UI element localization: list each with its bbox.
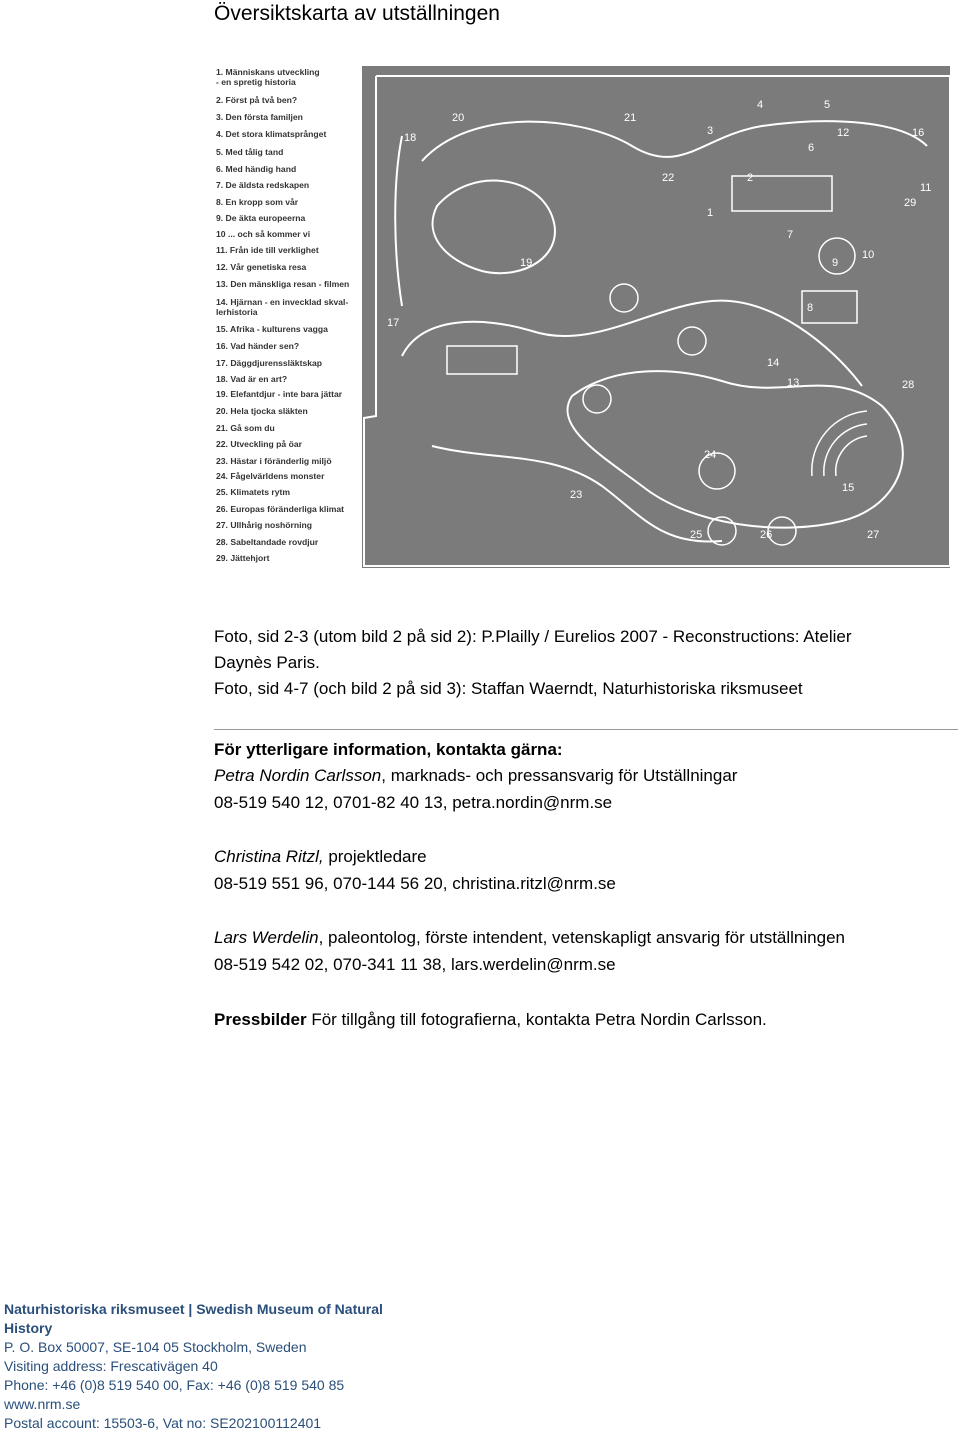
map-label: 25 [690,529,703,541]
contact-line [214,844,427,870]
map-label: 19 [520,257,533,269]
map-label: 27 [867,529,880,541]
contact-details: 08-519 551 96, 070-144 56 20, christina.ritzl@nrm.se [214,874,616,893]
map-label: 23 [570,489,583,501]
map-label: 24 [704,449,717,461]
press-images [214,1007,767,1033]
legend-item: 19. Elefantdjur - inte bara jättar [216,389,343,399]
map-label: 17 [387,317,400,329]
press-text: För tillgång till fotografierna, kontakta Petra Nordin Carlsson. [306,1010,767,1029]
footer-web: www.nrm.se [4,1396,81,1412]
contact-line [214,763,737,789]
contact-details: 08-519 540 12, 0701-82 40 13, petra.nordin@nrm.se [214,793,613,812]
legend-item: 23. Hästar i föränderlig miljö [216,456,332,466]
legend-item: 8. En kropp som vår [216,197,299,207]
map-label: 29 [904,197,917,209]
contact-details: 08-519 542 02, 070-341 11 38, lars.werdelin@nrm.se [214,955,616,974]
legend-item: 28. Sabeltandade rovdjur [216,537,319,547]
map-label: 14 [767,357,780,369]
legend-item: 2. Först på två ben? [216,95,298,105]
map-label: 9 [832,257,839,269]
legend-item: 20. Hela tjocka släkten [216,406,308,416]
footer-visiting: Visiting address: Frescativägen 40 [4,1358,218,1374]
map-label: 22 [662,172,675,184]
map-label: 12 [837,127,850,139]
legend-item: 11. Från ide till verklighet [216,245,319,255]
map-label: 8 [807,302,814,314]
page-title: Översiktskarta av utställningen [214,2,500,25]
contact-heading: För ytterligare information, kontakta gärna: [214,740,563,759]
map-label: 15 [842,482,855,494]
legend-item: 7. De äldsta redskapen [216,180,310,190]
footer [4,1300,434,1433]
credit-line-3: Foto, sid 4-7 (och bild 2 på sid 3): Staffan Waerndt, Naturhistoriska riksmuseet [214,679,803,698]
legend-item: 26. Europas föränderliga klimat [216,504,344,514]
legend-item: 24. Fågelvärldens monster [216,471,325,481]
photo-credits [214,624,954,702]
footer-box: P. O. Box 50007, SE-104 05 Stockholm, Sweden [4,1339,307,1355]
legend-item: 12. Vår genetiska resa [216,262,307,272]
legend-item: 1. Människans utveckling [216,67,320,77]
legend-item: 15. Afrika - kulturens vagga [216,324,328,334]
map-label: 2 [747,172,754,184]
contact-name: Petra Nordin Carlsson [214,766,382,785]
map-label: 18 [404,132,417,144]
map-label: 28 [902,379,915,391]
legend-item: 25. Klimatets rytm [216,487,291,497]
legend-item: 13. Den mänskliga resan - filmen [216,279,350,289]
footer-postal: Postal account: 15503-6, Vat no: SE202100112401 [4,1415,322,1431]
press-label: Pressbilder [214,1010,307,1029]
map-label: 7 [787,229,794,241]
legend-item: 21. Gå som du [216,423,275,433]
legend-item: 6. Med händig hand [216,164,297,174]
map-label: 3 [707,125,714,137]
legend-item: 16. Vad händer sen? [216,341,300,351]
legend-item: 27. Ullhårig noshörning [216,520,312,530]
map-label: 16 [912,127,925,139]
map-label: 20 [452,112,465,124]
contact-role: , marknads- och pressansvarig för Utställningar [381,766,738,785]
map-label: 5 [824,99,831,111]
map-label: 10 [862,249,875,261]
legend-item: 3. Den första familjen [216,112,303,122]
legend-item: lerhistoria [216,307,258,317]
credit-line-1: Foto, sid 2-3 (utom bild 2 på sid 2): P.Plailly / Eurelios 2007 - Reconstructions: Atelier [214,627,852,646]
legend-item: 18. Vad är en art? [216,374,288,384]
map-label: 13 [787,377,800,389]
legend-item: 22. Utveckling på öar [216,439,302,449]
legend-item: 14. Hjärnan - en invecklad skval- [216,297,349,307]
legend-item: - en spretig historia [216,77,296,87]
credit-line-2: Daynès Paris. [214,653,320,672]
legend-item: 17. Däggdjurenssläktskap [216,358,323,368]
map-label: 6 [808,142,815,154]
legend-item: 29. Jättehjort [216,553,270,563]
map-label: 21 [624,112,637,124]
map-label: 26 [760,529,773,541]
map-label: 4 [757,99,764,111]
footer-org: Naturhistoriska riksmuseet | Swedish Museum of Natural History [4,1301,383,1336]
legend-item: 5. Med tålig tand [216,147,284,157]
map-background [362,66,950,568]
legend-item: 10 ... och så kommer vi [216,229,311,239]
contact-role: projektledare [323,847,427,866]
divider [214,729,958,730]
map-label: 11 [920,182,932,194]
map-label: 1 [707,207,714,219]
contact-name: Christina Ritzl, [214,847,324,866]
exhibition-map [362,66,950,568]
contact-role: , paleontolog, förste intendent, vetenskapligt ansvarig för utställningen [318,928,845,947]
contact-name: Lars Werdelin [214,928,319,947]
legend-item: 9. De äkta europeerna [216,213,306,223]
legend-item: 4. Det stora klimatsprånget [216,129,327,139]
contact-line [214,925,845,951]
footer-phone: Phone: +46 (0)8 519 540 00, Fax: +46 (0)8 519 540 85 [4,1377,345,1393]
